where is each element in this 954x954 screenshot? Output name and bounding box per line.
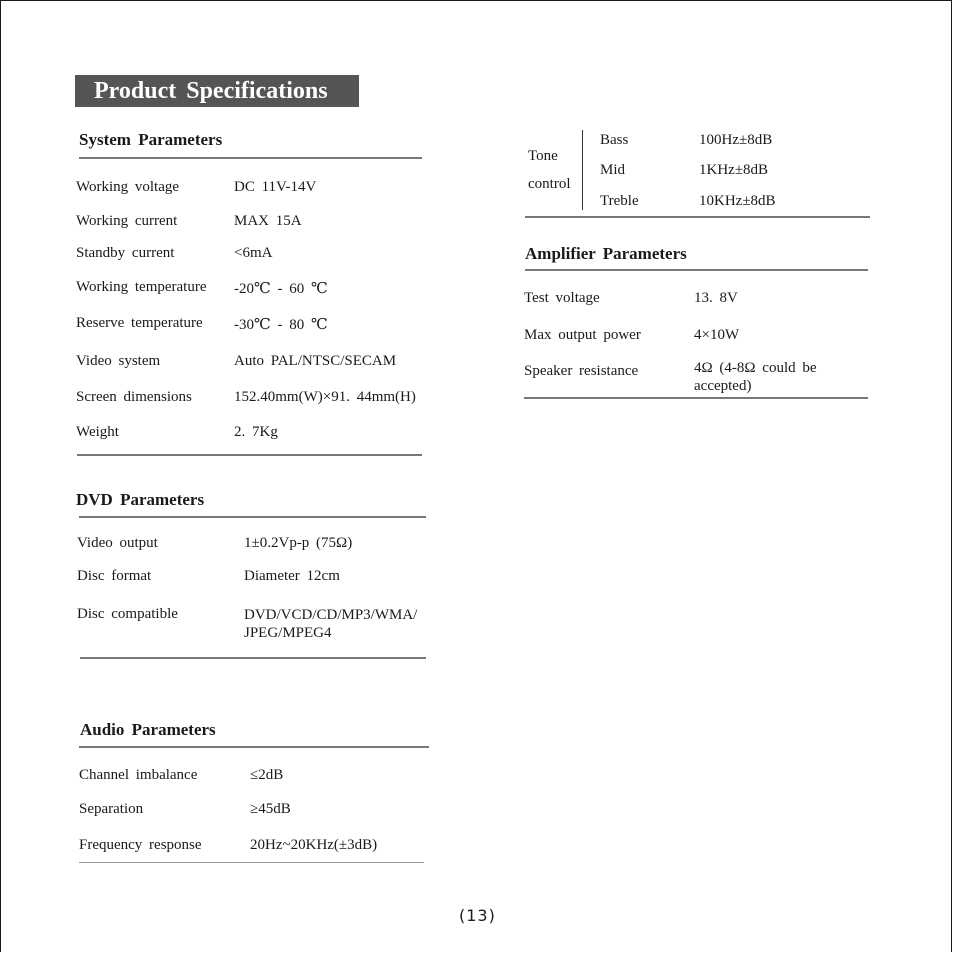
dvd-label-disc-format: Disc format: [77, 568, 152, 584]
system-value-screen-dimensions: 152.40mm(W)×91. 44mm(H): [234, 389, 416, 405]
system-value-standby-current: <6mA: [234, 245, 273, 261]
audio-bottom-rule: [79, 862, 424, 863]
tone-label-bass: Bass: [600, 132, 629, 148]
dvd-value-disc-compatible: DVD/VCD/CD/MP3/WMA/ JPEG/MPEG4: [244, 607, 418, 641]
audio-parameters-heading: Audio Parameters: [80, 720, 216, 739]
amplifier-label-test-voltage: Test voltage: [524, 290, 600, 306]
dvd-top-rule: [79, 516, 426, 518]
tone-bottom-rule: [525, 216, 870, 218]
amplifier-value-max-output-power: 4×10W: [694, 327, 740, 343]
tone-label-treble: Treble: [600, 193, 639, 209]
dvd-label-video-output: Video output: [77, 535, 158, 551]
system-bottom-rule: [77, 454, 422, 456]
page-number: (13): [459, 906, 496, 925]
tone-label-mid: Mid: [600, 162, 626, 178]
audio-label-frequency-response: Frequency response: [79, 837, 202, 853]
system-label-reserve-temperature: Reserve temperature: [76, 315, 203, 331]
tone-value-bass: 100Hz±8dB: [699, 132, 773, 148]
system-value-weight: 2. 7Kg: [234, 424, 278, 440]
audio-top-rule: [79, 746, 429, 748]
system-label-screen-dimensions: Screen dimensions: [76, 389, 192, 405]
dvd-value-video-output: 1±0.2Vp-p (75Ω): [244, 535, 353, 551]
amplifier-parameters-heading: Amplifier Parameters: [525, 244, 687, 263]
system-top-rule: [79, 157, 422, 159]
tone-control-label-line1: Tone: [528, 148, 558, 164]
audio-value-separation: ≥45dB: [250, 801, 291, 817]
system-label-working-voltage: Working voltage: [76, 179, 180, 195]
system-value-working-voltage: DC 11V-14V: [234, 179, 317, 195]
system-label-working-current: Working current: [76, 213, 178, 229]
dvd-label-disc-compatible: Disc compatible: [77, 606, 178, 622]
amplifier-top-rule: [525, 269, 868, 271]
system-label-working-temperature: Working temperature: [76, 279, 207, 295]
system-value-reserve-temperature: -30℃ - 80 ℃: [234, 317, 328, 333]
amplifier-label-max-output-power: Max output power: [524, 327, 641, 343]
dvd-value-disc-format: Diameter 12cm: [244, 568, 340, 584]
page-title: Product Specifications: [75, 75, 359, 107]
system-label-video-system: Video system: [76, 353, 161, 369]
tone-control-label-line2: control: [528, 176, 571, 192]
tone-value-mid: 1KHz±8dB: [699, 162, 769, 178]
system-value-working-current: MAX 15A: [234, 213, 302, 229]
amplifier-value-test-voltage: 13. 8V: [694, 290, 738, 306]
dvd-bottom-rule: [80, 657, 426, 659]
system-label-weight: Weight: [76, 424, 119, 440]
audio-label-channel-imbalance: Channel imbalance: [79, 767, 198, 783]
system-value-working-temperature: -20℃ - 60 ℃: [234, 281, 328, 297]
audio-label-separation: Separation: [79, 801, 144, 817]
amplifier-bottom-rule: [524, 397, 868, 399]
tone-divider-line: [582, 130, 583, 210]
audio-value-frequency-response: 20Hz~20KHz(±3dB): [250, 837, 378, 853]
system-label-standby-current: Standby current: [76, 245, 175, 261]
audio-value-channel-imbalance: ≤2dB: [250, 767, 284, 783]
system-parameters-heading: System Parameters: [79, 130, 223, 149]
system-value-video-system: Auto PAL/NTSC/SECAM: [234, 353, 397, 369]
amplifier-value-speaker-resistance: 4Ω (4-8Ω could be accepted): [694, 360, 817, 394]
amplifier-label-speaker-resistance: Speaker resistance: [524, 363, 639, 379]
dvd-parameters-heading: DVD Parameters: [76, 490, 205, 509]
tone-value-treble: 10KHz±8dB: [699, 193, 776, 209]
